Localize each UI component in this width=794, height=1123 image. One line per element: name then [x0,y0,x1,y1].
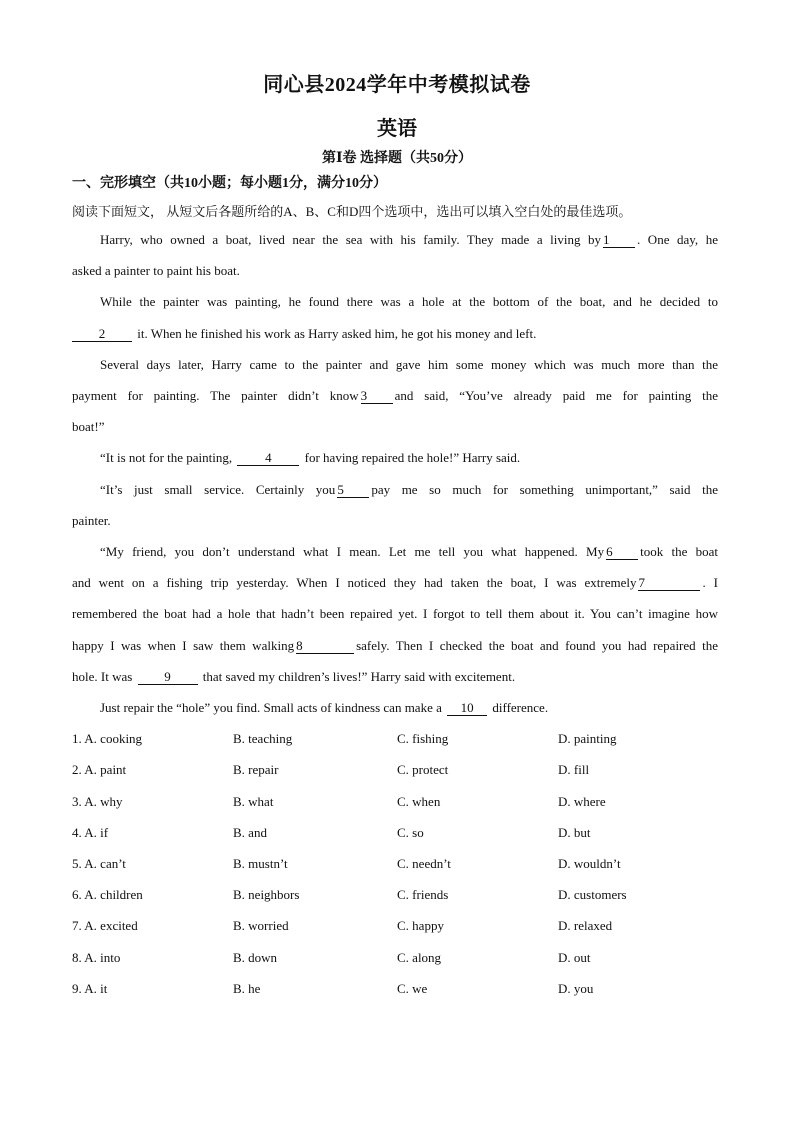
question-row [72,853,732,875]
passage-line: While the painter was painting, he found there was a hole at the bottom of the boat, and he decided to [100,294,718,309]
passage-line [72,447,718,469]
option-a[interactable]: 8. A. into [72,950,121,965]
option-c[interactable]: C. happy [397,918,444,933]
option-c[interactable]: C. we [397,981,428,996]
exam-title: 同心县2024学年中考模拟试卷 [263,74,531,96]
passage-line: remembered the boat had a hole that hadn’t been repaired yet. I forgot to tell them about it. You can’t imagine how [72,606,718,621]
passage-line [72,635,718,657]
blank-1: 1 [603,232,635,248]
passage-text: that saved my children’s lives!” Harry said with excitement. [202,669,516,684]
option-a[interactable]: 9. A. it [72,981,108,996]
passage-line [72,666,718,688]
passage-text: it. When he finished his work as Harry asked him, he got his money and left. [137,326,537,341]
option-b[interactable]: B. repair [233,762,279,777]
option-a[interactable]: 7. A. excited [72,918,138,933]
option-a[interactable]: 1. A. cooking [72,731,143,746]
passage-line: asked a painter to paint his boat. [72,263,240,278]
blank-2: 2 [72,326,132,342]
passage-line [72,385,718,407]
question-row [72,915,732,937]
option-c[interactable]: C. needn’t [397,856,451,871]
question-row [72,759,732,781]
option-a[interactable]: 3. A. why [72,794,123,809]
passage-text: hole. It was [72,669,133,684]
question-row [72,884,732,906]
question-row [72,822,732,844]
section-heading: 一、完形填空（共10小题；每小题1分，满分10分） [72,176,387,191]
passage-line [72,479,718,501]
option-b[interactable]: B. teaching [233,731,293,746]
blank-8: 8 [296,638,354,654]
passage-text: “It’s just small service. Certainly you [100,482,336,497]
passage-text: for having repaired the hole!” Harry said. [304,450,521,465]
passage-text: happy I was when I saw them walking [72,638,295,653]
blank-5: 5 [337,482,369,498]
option-b[interactable]: B. and [233,825,267,840]
passage-text: Harry, who owned a boat, lived near the sea with his family. They made a living by [100,232,602,247]
question-row [72,791,732,813]
passage-text: payment for painting. The painter didn’t know [72,388,359,403]
blank-7: 7 [638,575,700,591]
option-d[interactable]: D. you [558,981,594,996]
section-instructions: 阅读下面短文， 从短文后各题所给的A、B、C和D四个选项中，选出可以填入空白处的最佳选项。 [72,204,632,219]
option-d[interactable]: D. painting [558,731,617,746]
blank-6: 6 [606,544,638,560]
option-b[interactable]: B. worried [233,918,289,933]
option-b[interactable]: B. what [233,794,274,809]
blank-10: 10 [447,700,487,716]
option-a[interactable]: 4. A. if [72,825,109,840]
passage-line: boat!” [72,419,105,434]
option-d[interactable]: D. wouldn’t [558,856,621,871]
option-c[interactable]: C. friends [397,887,449,902]
blank-3: 3 [361,388,393,404]
option-d[interactable]: D. but [558,825,591,840]
question-row [72,947,732,969]
option-a[interactable]: 5. A. can’t [72,856,126,871]
passage-line: Several days later, Harry came to the painter and gave him some money which was much more than the [100,357,718,372]
option-b[interactable]: B. neighbors [233,887,300,902]
option-c[interactable]: C. when [397,794,441,809]
passage-text: difference. [492,700,549,715]
blank-4: 4 [237,450,299,466]
passage-text: pay me so much for something unimportant,” said the [371,482,718,497]
subject-title: 英语 [377,118,417,140]
passage-text: took the boat [640,544,718,559]
blank-9: 9 [138,669,198,685]
option-d[interactable]: D. relaxed [558,918,613,933]
option-c[interactable]: C. so [397,825,424,840]
passage-text: “My friend, you don’t understand what I mean. Let me tell you what happened. My [100,544,605,559]
passage-line [72,697,718,719]
passage-text: Just repair the “hole” you find. Small acts of kindness can make a [100,700,442,715]
part-title: 第Ⅰ卷 选择题（共50分） [321,151,473,166]
passage-text: safely. Then I checked the boat and found you had repaired the [356,638,718,653]
passage-text: “It is not for the painting, [100,450,233,465]
option-b[interactable]: B. mustn’t [233,856,288,871]
passage-text: . I [702,575,718,590]
option-a[interactable]: 6. A. children [72,887,143,902]
passage-line [72,229,718,251]
option-d[interactable]: D. customers [558,887,627,902]
passage-text: and went on a fishing trip yesterday. When I noticed they had taken the boat, I was extremely [72,575,637,590]
passage-text: and said, “You’ve already paid me for painting the [394,388,718,403]
question-row [72,728,732,750]
passage-line [72,541,718,563]
option-c[interactable]: C. fishing [397,731,449,746]
option-c[interactable]: C. protect [397,762,449,777]
option-d[interactable]: D. fill [558,762,590,777]
option-b[interactable]: B. he [233,981,261,996]
option-c[interactable]: C. along [397,950,442,965]
passage-line [72,572,718,594]
question-row [72,978,732,1000]
passage-text: . One day, he [637,232,718,247]
option-d[interactable]: D. out [558,950,591,965]
option-a[interactable]: 2. A. paint [72,762,127,777]
passage-line [72,323,718,345]
option-b[interactable]: B. down [233,950,278,965]
option-d[interactable]: D. where [558,794,606,809]
passage-line: painter. [72,513,111,528]
